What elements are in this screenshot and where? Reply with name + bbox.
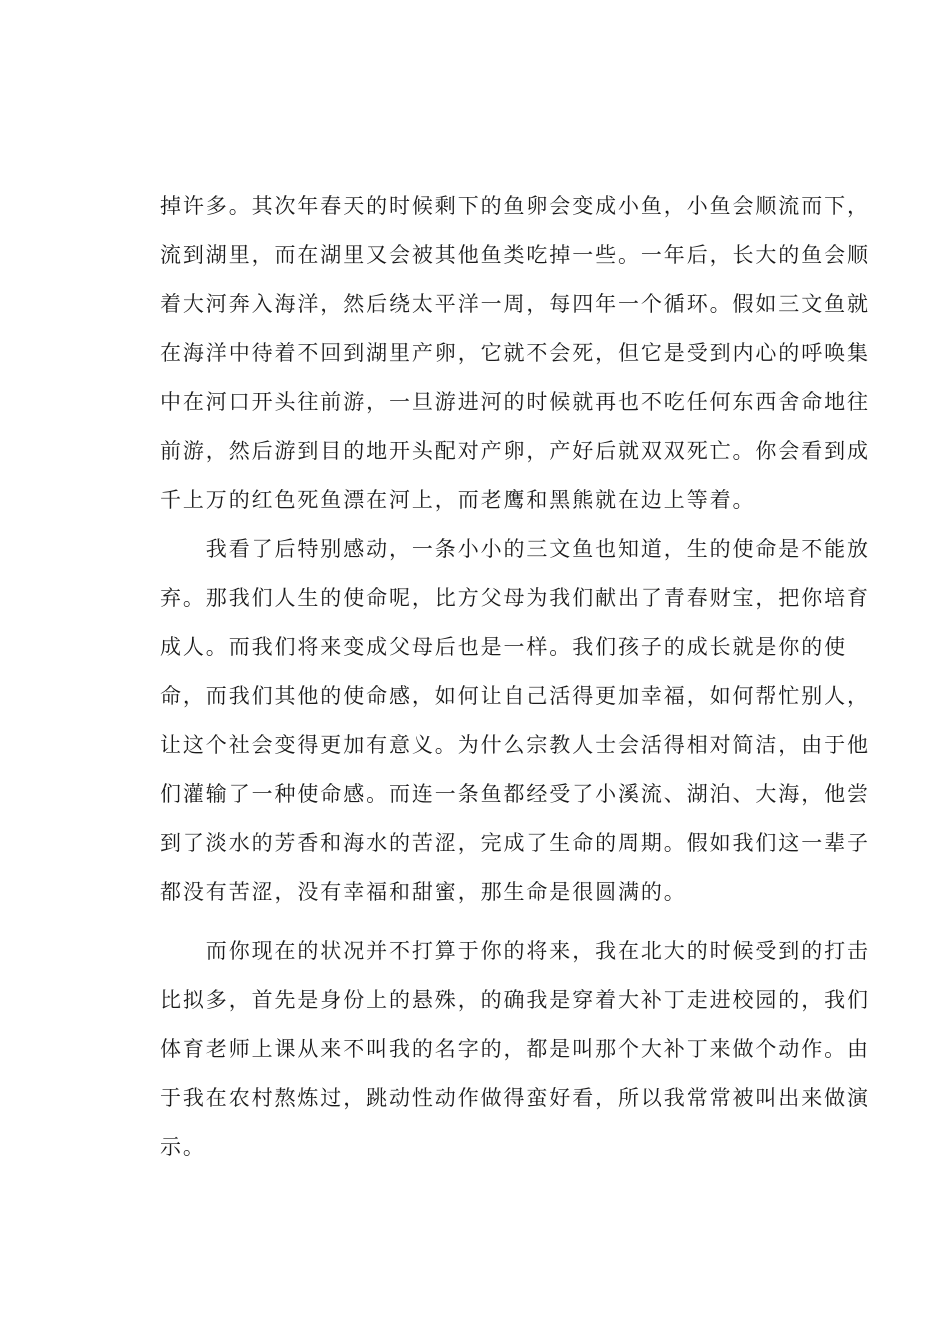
text-line: 命，而我们其他的使命感，如何让自己活得更加幸福，如何帮忙别人，: [160, 684, 870, 708]
text-line: 我看了后特别感动，一条小小的三文鱼也知道，生的使命是不能放: [160, 537, 870, 561]
text-line: 到了淡水的芳香和海水的苦涩，完成了生命的周期。假如我们这一辈子: [160, 831, 870, 855]
text-line: 千上万的红色死鱼漂在河上，而老鹰和黑熊就在边上等着。: [160, 488, 756, 512]
text-line: 体育老师上课从来不叫我的名字的，都是叫那个大补丁来做个动作。由: [160, 1037, 870, 1061]
text-line: 弃。那我们人生的使命呢，比方父母为我们献出了青春财宝，把你培育: [160, 586, 870, 610]
text-line: 们灌输了一种使命感。而连一条鱼都经受了小溪流、湖泊、大海，他尝: [160, 782, 870, 806]
text-line: 前游，然后游到目的地开头配对产卵，产好后就双双死亡。你会看到成: [160, 439, 870, 463]
text-line: 示。: [160, 1135, 206, 1159]
text-line: 成人。而我们将来变成父母后也是一样。我们孩子的成长就是你的使: [160, 635, 847, 659]
text-line: 而你现在的状况并不打算于你的将来，我在北大的时候受到的打击: [160, 939, 870, 963]
text-line: 流到湖里，而在湖里又会被其他鱼类吃掉一些。一年后，长大的鱼会顺: [160, 243, 870, 267]
text-line: 都没有苦涩，没有幸福和甜蜜，那生命是很圆满的。: [160, 880, 687, 904]
text-line: 让这个社会变得更加有意义。为什么宗教人士会活得相对简洁，由于他: [160, 733, 870, 757]
text-line: 比拟多，首先是身份上的悬殊，的确我是穿着大补丁走进校园的，我们: [160, 988, 870, 1012]
text-line: 在海洋中待着不回到湖里产卵，它就不会死，但它是受到内心的呼唤集: [160, 341, 870, 365]
text-line: 中在河口开头往前游，一旦游进河的时候就再也不吃任何东西舍命地往: [160, 390, 870, 414]
text-line: 着大河奔入海洋，然后绕太平洋一周，每四年一个循环。假如三文鱼就: [160, 292, 870, 316]
text-line: 掉许多。其次年春天的时候剩下的鱼卵会变成小鱼，小鱼会顺流而下，: [160, 194, 870, 218]
text-line: 于我在农村熬炼过，跳动性动作做得蛮好看，所以我常常被叫出来做演: [160, 1086, 870, 1110]
